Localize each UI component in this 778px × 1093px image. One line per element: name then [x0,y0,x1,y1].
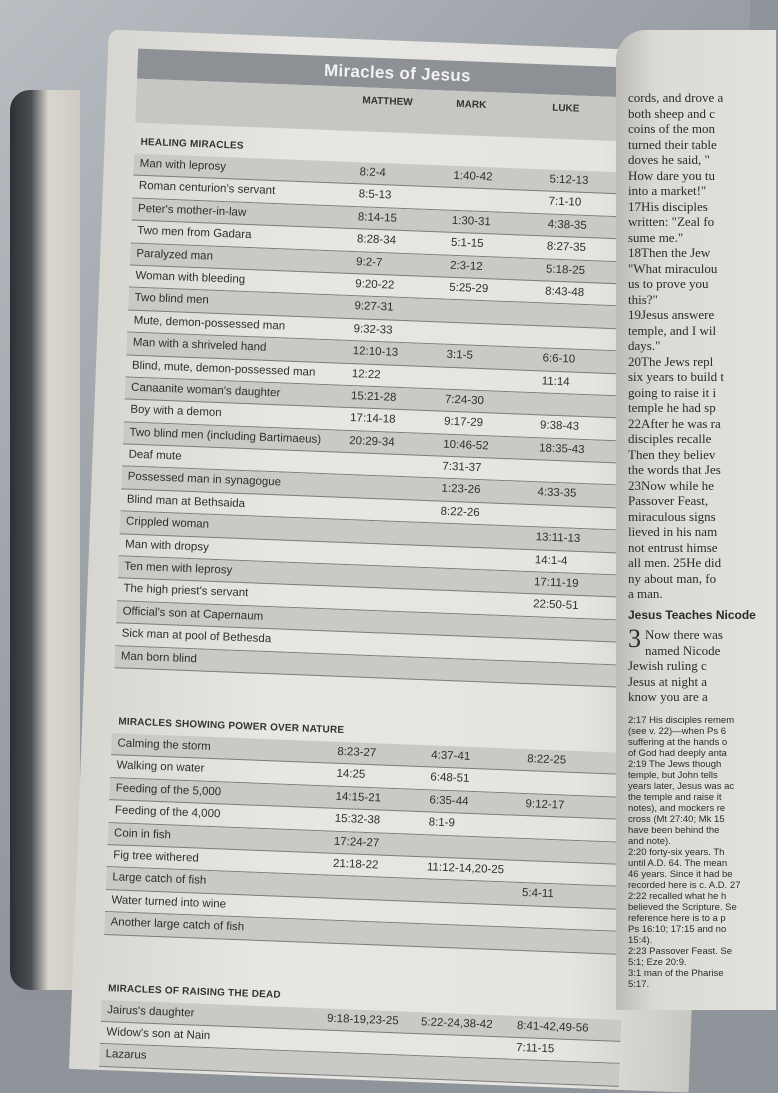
luke-ref: 8:41-42,49-56 [516,1019,589,1035]
scripture-line: the words that Jes [628,462,721,477]
note-line: until A.D. 64. The mean [628,857,728,869]
miracle-name: Another large catch of fish [110,916,245,934]
miracle-name: Two blind men (including Bartimaeus) [129,426,322,446]
scripture-line: Jesus at night a [628,673,708,689]
scripture-line: know you are a [628,689,708,704]
luke-ref: 7:11-15 [515,1041,555,1056]
miracle-name: Feeding of the 4,000 [114,804,221,821]
note-line: years later, Jesus was ac [628,780,735,792]
miracle-name: Crippled woman [125,515,210,531]
miracle-name: Man with dropsy [124,538,210,554]
miracle-name: Woman with bleeding [135,269,246,286]
note-line: 2:20 forty-six years. Th [628,846,725,858]
scripture-line: both sheep and c [628,105,716,121]
miracle-name: Possessed man in synagogue [127,471,282,489]
scripture-line: doves he said, " [628,152,710,167]
left-page [70,0,630,1062]
note-line: notes), and mockers re [628,802,726,814]
miracle-name: Widow's son at Nain [106,1026,211,1043]
matthew-ref: 12:10-13 [352,345,399,359]
matthew-ref: 9:20-22 [355,278,395,292]
scripture-line: 22After he was ra [628,415,721,431]
scripture-line: turned their table [628,136,717,152]
luke-ref: 5:12-13 [549,173,589,188]
luke-ref: 22:50-51 [532,598,579,613]
mark-ref: 5:1-15 [450,236,484,251]
luke-ref: 5:18-25 [545,263,586,277]
matthew-ref: 9:2-7 [355,255,383,269]
miracle-name: Canaanite woman's daughter [130,381,281,400]
scripture-line: days." [628,338,661,353]
matthew-ref: 9:32-33 [353,322,393,337]
scripture-line: temple, and I wil [628,322,717,338]
matthew-ref: 15:21-28 [350,389,397,404]
mark-ref: 4:37-41 [431,749,471,763]
matthew-ref: 8:23-27 [337,745,377,760]
mark-ref: 3:1-5 [446,348,474,362]
scripture-line: How dare you tu [628,167,716,183]
mark-ref: 6:35-44 [429,794,469,808]
scripture-line: us to prove you [628,276,709,291]
luke-ref: 6:6-10 [542,352,576,366]
note-line: 5:1; Eze 20:9. [628,956,687,968]
note-line: 2:19 The Jews though [628,758,722,770]
matthew-ref: 9:27-31 [354,300,394,314]
luke-ref: 14:1-4 [534,553,568,568]
miracle-name: Lazarus [105,1048,147,1062]
scripture-line: 19Jesus answere [628,307,715,322]
miracle-name: Fig tree withered [112,849,200,865]
matthew-ref: 17:14-18 [349,412,396,427]
miracle-name: Calming the storm [117,737,211,753]
matthew-ref: 12:22 [351,367,381,381]
mark-ref: 9:17-29 [443,415,484,430]
note-line: reference here is to a p [628,912,726,924]
note-line: the temple and raise it [628,791,722,803]
mark-ref: 1:23-26 [441,483,481,497]
note-line: have been behind the [628,824,720,836]
scripture-line: Passover Feast, [628,493,709,508]
matthew-ref: 14:25 [336,768,366,782]
miracle-name: Sick man at pool of Bethesda [121,627,272,646]
table-title: Miracles of Jesus [137,49,658,99]
note-line: cross (Mt 27:40; Mk 15 [628,813,725,825]
luke-ref: 11:14 [541,374,570,388]
mark-ref: 5:22-24,38-42 [420,1015,493,1031]
scripture-line: Now there was [645,627,723,642]
matthew-ref: 9:18-19,23-25 [326,1012,399,1027]
note-line: (see v. 22)—when Ps 6 [628,725,727,737]
scripture-line: "What miraculou [628,260,718,276]
mark-ref: 10:46-52 [442,438,489,453]
miracle-name: Two men from Gadara [136,224,252,242]
mark-ref: 7:24-30 [444,393,485,408]
scripture-line: coins of the mon [628,121,716,136]
scripture-line: ny about man, fo [628,570,717,586]
scripture-line: not entrust himse [628,539,718,555]
miracle-name: Deaf mute [128,448,182,463]
luke-ref: 8:22-25 [526,753,567,767]
note-line: 5:17. [628,978,650,990]
section-heading: Jesus Teaches Nicode [628,607,756,622]
matthew-ref: 15:32-38 [334,812,381,827]
luke-ref: 9:12-17 [525,797,565,812]
mark-ref: 2:3-12 [449,259,483,273]
luke-ref: 4:33-35 [537,486,577,501]
matthew-ref: 8:2-4 [359,166,387,180]
matthew-ref: 20:29-34 [349,434,395,449]
miracle-name: Jairus's daughter [107,1003,195,1020]
miracle-name: Water turned into wine [111,893,227,911]
scripture-line: into a market!" [628,183,707,198]
miracle-name: Official's son at Capernaum [122,605,264,623]
note-line: 15:4). [628,934,653,946]
miracle-name: Feeding of the 5,000 [115,782,222,799]
miracle-name: Walking on water [116,759,205,776]
miracle-name: Man with leprosy [139,157,227,174]
scripture-line: cords, and drove a [628,90,724,105]
mark-ref: 5:25-29 [449,281,489,296]
miracle-name: Roman centurion's servant [138,180,276,198]
note-line: suffering at the hands o [628,736,728,748]
note-line: 2:17 His disciples remem [628,714,735,726]
scripture-line: sume me." [628,229,684,245]
luke-ref: 8:27-35 [546,240,587,255]
miracle-name: Mute, demon-possessed man [133,314,286,333]
scripture-line: 23Now while he [628,477,714,493]
note-line: of God had deeply anta [628,747,727,759]
scripture-line: written: "Zeal fo [628,214,715,229]
miracle-name: Paralyzed man [136,247,214,263]
miracle-name: Two blind men [134,292,209,307]
section-title: HEALING MIRACLES [140,136,244,152]
section-title: MIRACLES SHOWING POWER OVER NATURE [118,716,345,737]
scripture-line: miraculous signs [628,508,716,524]
scripture-line: named Nicode [645,642,721,658]
mark-ref: 1:40-42 [453,169,493,184]
mark-ref: 8:22-26 [440,505,480,519]
matthew-ref: 8:14-15 [357,210,398,225]
right-page-text [628,90,778,990]
mark-ref: 7:31-37 [442,460,482,475]
luke-ref: 9:38-43 [539,419,580,434]
note-line: 2:22 recalled what he h [628,890,727,902]
scripture-line: lieved in his nam [628,524,718,539]
scripture-line: this?" [628,291,658,307]
miracle-name: Large catch of fish [112,871,207,888]
matthew-ref: 8:28-34 [356,233,397,247]
miracle-name: Coin in fish [113,826,172,842]
scripture-line: Jewish ruling c [628,658,707,673]
scripture-line: Then they believ [628,446,716,462]
note-line: temple, but John tells [628,769,718,781]
note-line: 3:1 man of the Pharise [628,967,724,979]
note-line: recorded here is c. A.D. 27 [628,879,741,891]
scripture-line: 20The Jews repl [628,353,714,369]
column-header-luke: LUKE [551,102,580,115]
scripture-line: temple he had sp [628,400,716,415]
section-title: MIRACLES OF RAISING THE DEAD [107,982,282,1001]
right-page [616,30,776,1010]
luke-ref: 13:11-13 [535,531,581,546]
luke-ref: 8:43-48 [544,285,585,299]
mark-ref: 1:30-31 [451,214,492,229]
miracle-name: Man with a shriveled hand [132,336,267,354]
scripture-line: six years to build t [628,369,725,384]
miracle-name: Man born blind [120,650,198,665]
note-line: Ps 16:10; 17:15 and no [628,923,727,935]
note-line: believed the Scripture. Se [628,901,737,913]
note-line: and note). [628,835,671,847]
scripture-line: 18Then the Jew [628,245,711,260]
scripture-line: 17His disciples [628,198,708,214]
column-header-matthew: MATTHEW [362,95,413,109]
miracle-name: Peter's mother-in-law [137,202,247,219]
matthew-ref: 8:5-13 [358,188,392,202]
study-notes [628,715,778,990]
miracle-name: Blind man at Bethsaida [126,493,246,510]
chapter-number: 3 [628,624,641,653]
luke-ref: 5:4-11 [521,887,555,901]
luke-ref: 4:38-35 [547,218,587,232]
scripture-line: going to raise it i [628,384,717,400]
miracles-table [99,79,657,1087]
miracle-name: Boy with a demon [130,403,222,420]
mark-ref: 8:1-9 [428,816,456,830]
note-line: 2:23 Passover Feast. Se [628,945,733,957]
matthew-ref: 21:18-22 [332,857,379,872]
mark-ref: 6:48-51 [430,771,470,786]
miracle-name: Blind, mute, demon-possessed man [131,359,316,379]
column-header-mark: MARK [456,98,487,112]
luke-ref: 18:35-43 [538,442,585,456]
scripture-line: a man. [628,586,663,601]
scripture-line: disciples recalle [628,431,712,446]
matthew-ref: 14:15-21 [335,790,382,805]
mark-ref: 11:12-14,20-25 [426,861,505,877]
scripture-line: all men. 25He did [628,555,722,570]
note-line: 46 years. Since it had be [628,868,733,880]
luke-ref: 17:11-19 [533,576,579,590]
luke-ref: 7:1-10 [548,195,582,210]
miracle-name: Ten men with leprosy [124,560,233,577]
miracle-name: The high priest's servant [123,582,249,600]
matthew-ref: 17:24-27 [333,835,380,850]
